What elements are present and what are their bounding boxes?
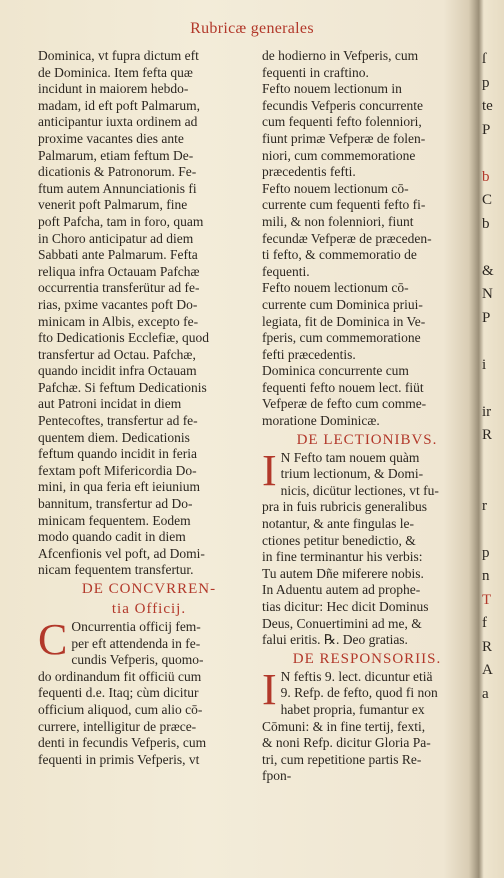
text-line: proxime vacantes dies ante [38, 130, 184, 146]
text-line: legiata, fit de Dominica in Ve- [262, 313, 426, 329]
text-line: fequenti in craftino. [262, 64, 369, 80]
text-line: anticipantur iuxta ordinem ad [38, 114, 198, 130]
text-line: falui eritis. ℞. Deo gratias. [262, 632, 408, 648]
text-line: Sabbati ante Palmarum. Fefta [38, 247, 198, 263]
text-line: moratione Dominicæ. [262, 413, 380, 429]
margin-fragment: A [482, 662, 493, 678]
text-line: fiunt primæ Vefperæ de folen- [262, 130, 426, 146]
text-line: Afcenfionis vel poft, ad Domi- [38, 545, 205, 561]
text-line: Palmarum, etiam feftum De- [38, 147, 194, 163]
text-line: per eft attendenda in fe- [71, 635, 201, 651]
text-line: niori, cum commemoratione [262, 147, 416, 163]
text-line: ti fefto, & commemoratio de [262, 247, 417, 263]
text-line: ctiones petitur benedictio, & [262, 532, 416, 548]
text-line: pra in fuis rubricis generalibus [262, 499, 427, 515]
margin-fragment [482, 448, 504, 472]
text-line: notantur, & ante fingulas le- [262, 516, 415, 532]
margin-fragment: P [482, 309, 491, 326]
margin-fragment: r [482, 497, 487, 514]
text-line: nicis, dicütur lectiones, vt fu- [280, 482, 439, 498]
text-line: fperis, cum commemoratione [262, 330, 421, 346]
text-line: habet propria, fumantur ex [280, 701, 425, 717]
text-line: tri, cum repetitione partis Re- [262, 751, 422, 767]
text-line: currente cum Dominica priui- [262, 296, 423, 312]
text-line: Dominica, vt fupra dictum eft [38, 48, 199, 63]
drop-cap: I [262, 664, 277, 714]
margin-fragment [482, 142, 504, 166]
text-line: In Aduentu autem ad prophe- [262, 582, 421, 598]
text-line: currente cum fequenti fefto fi- [262, 197, 426, 213]
text-line: poft Pafcha, tam in foro, quam [38, 213, 204, 229]
text-line: ftum autem Annunciationis fi [38, 180, 197, 196]
margin-fragment: n [482, 568, 490, 584]
text-line: fecundæ Vefperæ de præceden- [262, 230, 432, 246]
text-line: feftum quando incidit in feria [38, 446, 197, 462]
text-line: occurrentia transferütur ad fe- [38, 280, 200, 296]
text-line: Fefto nouem lectionum in [262, 81, 402, 97]
text-line: N feftis 9. lect. dicuntur etiä [280, 668, 433, 684]
text-line: rias, pxime vacantes poft Do- [38, 296, 198, 312]
margin-fragment: f [482, 615, 487, 631]
text-line: fequenti. [262, 263, 310, 279]
margin-fragment [482, 518, 504, 542]
text-line: Oncurrentia officij fem- [71, 619, 201, 634]
text-line: Pentecoftes, transfertur ad fe- [38, 413, 198, 429]
text-line: Vefperæ de fefto cum comme- [262, 396, 427, 412]
text-line: Deus, Conuertimini ad me, & [262, 615, 422, 631]
text-line: denti in fecundis Vefperis, cum [38, 735, 207, 751]
text-line: de Dominica. Item fefta quæ [38, 64, 193, 80]
text-line: fto Dedicationis Ecclefiæ, quod [38, 330, 209, 346]
text-line: modo quando cadit in diem [38, 529, 186, 545]
text-line: cundis Vefperis, quomo- [71, 652, 204, 668]
next-page-margin [482, 48, 504, 706]
text-line: in fine terminantur his verbis: [262, 549, 423, 565]
text-line: reliqua infra Octauam Pafchæ [38, 263, 200, 279]
left-column [38, 48, 260, 768]
text-line: fequenti d.e. Itaq; cùm dicitur [38, 685, 199, 701]
margin-fragment [482, 377, 504, 401]
margin-fragment: C [482, 192, 493, 208]
drop-cap: I [262, 445, 277, 495]
text-line: mili, & non folenniori, fiunt [262, 213, 414, 229]
margin-fragment: te [482, 98, 493, 114]
text-line: fecundis Vefperis concurrente [262, 97, 423, 113]
text-line: Tu autem Dñe miferere nobis. [262, 565, 424, 581]
text-line: 9. Refp. de fefto, quod fi non [280, 685, 438, 701]
text-line: nicam fequentem transfertur. [38, 562, 194, 578]
margin-fragment [482, 471, 504, 495]
right-column [262, 48, 472, 785]
text-line: fefti præcedentis. [262, 346, 356, 362]
margin-fragment: R [482, 638, 493, 655]
text-line: cum fequenti fefto folenniori, [262, 114, 422, 130]
text-line: mini, in qua feria eft ieiunium [38, 479, 200, 495]
text-line: minicam in Albis, excepto fe- [38, 313, 199, 329]
margin-fragment: P [482, 121, 491, 138]
text-line: transfertur ad Octau. Pafchæ, [38, 346, 196, 362]
margin-fragment [482, 236, 504, 260]
text-line: præcedentis fefti. [262, 164, 356, 180]
text-line: incidunt in maiorem hebdo- [38, 81, 189, 97]
text-line: currere, intelligitur de præce- [38, 718, 197, 734]
text-line: de hodierno in Vefperis, cum [262, 48, 419, 63]
text-line: tias dicitur: Hec dicit Dominus [262, 599, 429, 614]
text-line: quentem diem. Dedicationis [38, 429, 190, 445]
margin-fragment: ſ [482, 51, 487, 67]
margin-fragment: ir [482, 403, 492, 420]
margin-fragment: b [482, 215, 490, 232]
margin-fragment: i [482, 356, 487, 373]
margin-fragment: p [482, 74, 490, 91]
section-heading: DE CONCVRREN- [81, 581, 217, 597]
drop-cap: C [38, 615, 68, 664]
text-line: do ordinandum fit officiü cum [38, 668, 202, 684]
text-line: fequenti fefto nouem lect. fiüt [262, 379, 424, 395]
margin-fragment: a [482, 685, 489, 702]
text-line: trium lectionum, & Domi- [280, 466, 424, 482]
margin-fragment: & [482, 262, 494, 279]
text-line: Dominica concurrente cum [262, 363, 409, 379]
text-line: officium aliquod, cum alio cō- [38, 701, 203, 717]
running-header: Rubricæ generales [190, 20, 314, 37]
text-line: N Fefto tam nouem quàm [280, 449, 420, 465]
text-line: fextam poft Mifericordia Do- [38, 462, 197, 478]
text-line: in Choro anticipatur ad diem [38, 230, 194, 246]
margin-fragment: T [482, 591, 492, 608]
margin-fragment: b [482, 168, 490, 185]
text-line: aut Patroni incidat in diem [38, 396, 182, 412]
text-line: fequenti in primis Vefperis, vt [38, 751, 200, 767]
text-line: quando incidit infra Octauam [38, 363, 197, 379]
text-line: fpon- [262, 768, 292, 784]
text-line: minicam fequentem. Eodem [38, 512, 191, 528]
text-line: dicationis & Patronorum. Fe- [38, 164, 197, 180]
text-line: madam, id eft poft Palmarum, [38, 97, 200, 113]
text-line: Fefto nouem lectionum cō- [262, 280, 409, 296]
section-heading: tia Officij. [111, 601, 187, 617]
margin-fragment [482, 330, 504, 354]
text-line: Fefto nouem lectionum cō- [262, 180, 409, 196]
margin-fragment: R [482, 427, 493, 443]
text-line: Pafchæ. Si feftum Dedicationis [38, 379, 207, 395]
text-line: Cōmuni: & in fine tertij, fexti, [262, 718, 426, 734]
margin-fragment: p [482, 544, 490, 561]
margin-fragment: N [482, 286, 493, 302]
section-heading: DE RESPONSORIIS. [292, 650, 442, 667]
text-line: bannitum, transfertur ad Do- [38, 496, 193, 512]
text-line: & noni Refp. dicitur Gloria Pa- [262, 735, 431, 751]
section-heading: DE LECTIONIBVS. [296, 431, 438, 448]
text-line: venerit poft Palmarum, fine [38, 197, 188, 213]
